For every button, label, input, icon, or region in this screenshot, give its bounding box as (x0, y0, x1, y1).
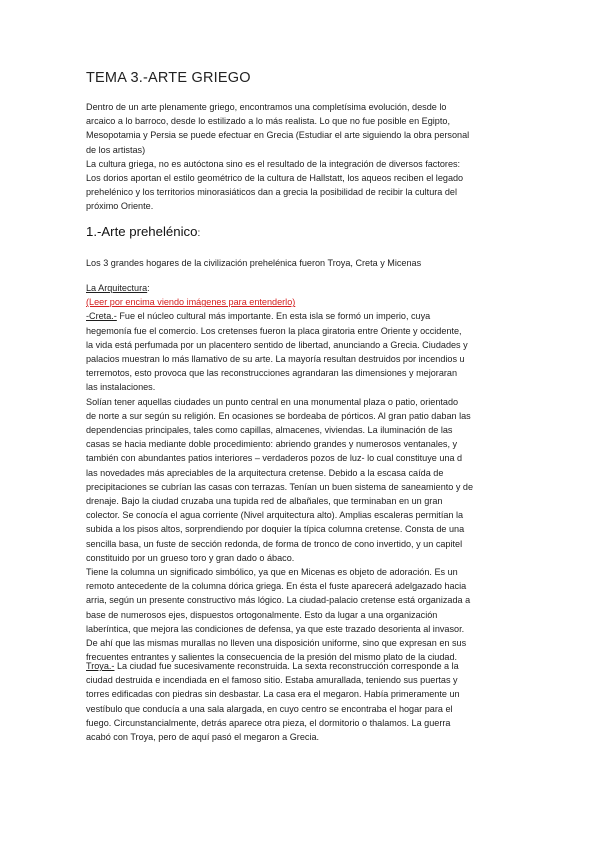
troya-first-text: La ciudad fue sucesivamente reconstruida. La sexta reconstrucción corresponde a la (114, 661, 459, 671)
arquitectura-label: La Arquitectura (86, 283, 148, 293)
text-line: casas se hacia mediante doble procedimiento: abriendo grandes y numerosos ventanales, y (86, 439, 458, 450)
text-line: Mesopotamia y Persia se puede efectuar en Grecia (Estudiar el arte siguiendo la obra personal (86, 130, 470, 141)
reading-note-link[interactable]: (Leer por encima viendo imágenes para entenderlo) (86, 297, 296, 308)
text-line: dependencias principales, tales como capillas, almacenes, viviendas. La iluminación de las (86, 425, 453, 436)
arquitectura-heading (86, 281, 516, 295)
text-line: prehelénico y los territorios minorasiáticos dan a grecia la posibilidad de recibir la cultura del (86, 187, 458, 198)
troya-label: Troya.- (86, 661, 115, 671)
text-line: La cultura griega, no es autóctona sino es el resultado de la integración de diversos factores: (86, 158, 461, 169)
text-line: Solían tener aquellas ciudades un punto central en una monumental plaza o patio, orientado (86, 396, 459, 407)
text-line: ciudad destruida e incendiada en el famoso sitio. Estaba amurallada, teniendo sus puertas y (86, 675, 458, 686)
text-line: hegemonía fue el comercio. Los cretenses fueron la placa giratoria entre Oriente y occidente, (86, 325, 462, 336)
text-line: frecuentes entrantes y salientes la consecuencia de la presión del mismo plato de la ciudad. (86, 652, 458, 663)
text-line: fuego. Circunstancialmente, detrás aparece otra pieza, el dormitorio o thalamos. La guerra (86, 717, 451, 728)
text-line: colector. Se conocía el agua corriente (Nivel arquitectura alto). Amplias escaleras permitían la (86, 510, 464, 521)
creta-first-line (86, 309, 516, 323)
text-line: arcaico a lo barroco, desde lo estilizado a lo más realista. Lo que no fue posible en Egipto, (86, 116, 450, 127)
text-line: subida a los pisos altos, sorprendiendo por doquier la típica columna cretense. Consta de una (86, 524, 465, 535)
text-line: las instalaciones. (86, 382, 156, 393)
text-line: torres edificadas con piedras sin desbastar. La casa era el megaron. Había primeramente un (86, 689, 460, 700)
text-line: arria, según un presente constructivo más lógico. La ciudad-palacio cretense está organizada a (86, 595, 471, 606)
text-line: palacios muestran lo más llamativo de su arte. La mayoría resultan destruidos por incendios u (86, 354, 465, 365)
text-line: acabó con Troya, pero de aquí pasó el megaron a Grecia. (86, 732, 320, 743)
arquitectura-colon: : (147, 283, 150, 293)
page-title: TEMA 3.-ARTE GRIEGO (86, 70, 251, 86)
text-line: las novedades más apreciables de la arquitectura cretense. Debido a la escasa caída de (86, 467, 444, 478)
text-line: Dentro de un arte plenamente griego, encontramos una completísima evolución, desde lo (86, 102, 447, 112)
section-heading-text: 1.-Arte prehelénico (86, 224, 198, 239)
text-line: laberíntica, que mejora las condiciones de defensa, ya que este trazado desorienta al invasor. (86, 623, 465, 634)
text-line: sencilla basa, un fuste de sección redonda, de forma de tronco de cono invertido, y un capitel (86, 538, 463, 549)
creta-first-text: Fue el núcleo cultural más importante. En esta isla se formó un imperio, cuya (116, 311, 431, 322)
text-line: base de numerosos ejes, dispuestos ortogonalmente. Esto da lugar a una organización (86, 609, 438, 620)
text-line: de norte a sur según su religión. En ocasiones se bordeaba de pórticos. Al gran patio daban las (86, 410, 471, 421)
text-line: Tiene la columna un significado simbólico, ya que en Micenas es objeto de adoración. Es un (86, 567, 458, 578)
text-line: la vida está perfumada por un placentero sentido de libertad, anunciando a Grecia. Ciudades y (86, 339, 468, 350)
text-line: de los artistas) (86, 144, 146, 155)
text-line: terremotos, esto provoca que las reconstrucciones agrandaran las dimensiones y mejoraran (86, 368, 458, 379)
text-line: constituido por un grueso toro y gran dado o ábaco. (86, 552, 295, 563)
text-line: próximo Oriente. (86, 201, 154, 212)
troya-block (86, 659, 516, 744)
section-lead (86, 256, 516, 270)
text-line: también con abundantes patios interiores – verdaderos pozos de luz- lo cual constituye una d (86, 453, 463, 464)
section-heading (86, 224, 200, 239)
arquitectura-block (86, 281, 516, 664)
text-line: drenaje. Bajo la ciudad cruzaba una tupida red de albañales, que terminaban en un gran (86, 496, 443, 507)
text-line: precipitaciones se cubrían las casas con terrazas. Tenían un buen sistema de saneamiento y de (86, 481, 474, 492)
lead-text: Los 3 grandes hogares de la civilización prehelénica fueron Troya, Creta y Micenas (86, 258, 422, 268)
text-line: vestíbulo que conducía a una sala alargada, en cuyo centro se encontraba el hogar para el (86, 703, 453, 714)
troya-first-line (86, 659, 516, 673)
text-line: remoto antecedente de la columna dórica griega. En ésta el fuste aparecerá adelgazado hacia (86, 581, 467, 592)
intro-paragraph (86, 100, 516, 214)
text-line: Los dorios aportan el estilo geométrico de la cultura de Hallstatt, los aqueos reciben el legado (86, 173, 464, 184)
section-heading-colon: : (197, 228, 201, 239)
text-line: De ahí que las mismas murallas no lleven una disposición uniforme, sino que expresan en sus (86, 638, 467, 649)
creta-label: -Creta.- (86, 311, 117, 322)
